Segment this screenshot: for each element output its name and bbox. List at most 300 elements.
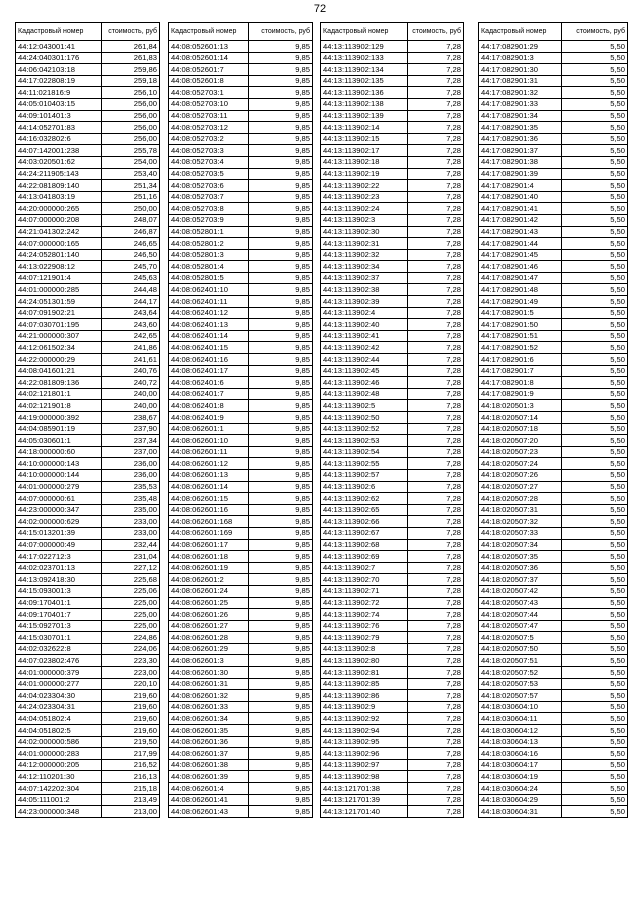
table-row: [479, 759, 628, 771]
table-row: [169, 319, 313, 331]
cadastral-number-cell: 44:17:082901:45: [479, 249, 562, 261]
cadastral-number-cell: 44:13:113902:71: [321, 585, 408, 597]
cadastral-number-cell: 44:13:113902:41: [321, 330, 408, 342]
table-row: [169, 342, 313, 354]
cost-cell: 5,50: [562, 794, 628, 806]
cost-cell: 7,28: [408, 156, 464, 168]
table-row: [16, 110, 160, 122]
cadastral-number-cell: 44:13:113902:6: [321, 481, 408, 493]
table-row: [16, 261, 160, 273]
cost-cell: 7,28: [408, 678, 464, 690]
table-row: [479, 284, 628, 296]
cadastral-number-cell: 44:07:142001:238: [16, 145, 102, 157]
table-row: [169, 156, 313, 168]
cadastral-number-cell: 44:08:062601:34: [169, 713, 249, 725]
table-row: [479, 412, 628, 424]
cost-cell: 5,50: [562, 783, 628, 795]
table-row: [169, 110, 313, 122]
cadastral-number-cell: 44:17:082901:31: [479, 75, 562, 87]
cost-cell: 237,90: [102, 423, 160, 435]
table-row: [321, 794, 464, 806]
table-row: [169, 736, 313, 748]
cadastral-number-cell: 44:18:020507:31: [479, 504, 562, 516]
cadastral-number-cell: 44:06:042103:18: [16, 64, 102, 76]
cost-cell: 7,28: [408, 469, 464, 481]
table-row: [479, 667, 628, 679]
cadastral-number-cell: 44:13:121701:38: [321, 783, 408, 795]
cost-cell: 5,50: [562, 713, 628, 725]
table-row: [321, 759, 464, 771]
table-row: [169, 574, 313, 586]
table-row: [169, 562, 313, 574]
cost-cell: 9,85: [249, 423, 313, 435]
cadastral-number-cell: 44:13:113902:136: [321, 87, 408, 99]
cost-cell: 225,00: [102, 597, 160, 609]
table-row: [321, 504, 464, 516]
table-row: [321, 458, 464, 470]
cadastral-number-cell: 44:08:062401:17: [169, 365, 249, 377]
cost-cell: 244,48: [102, 284, 160, 296]
table-row: [16, 725, 160, 737]
cadastral-number-cell: 44:08:062401:7: [169, 388, 249, 400]
table-row: [479, 632, 628, 644]
cadastral-number-cell: 44:13:113902:66: [321, 516, 408, 528]
cadastral-number-cell: 44:08:062601:16: [169, 504, 249, 516]
cadastral-number-cell: 44:08:052801:2: [169, 238, 249, 250]
cadastral-number-cell: 44:13:113902:5: [321, 400, 408, 412]
table-row: [169, 214, 313, 226]
cost-cell: 5,50: [562, 701, 628, 713]
table-row: [16, 122, 160, 134]
table-row: [321, 678, 464, 690]
cadastral-number-cell: 44:24:052801:140: [16, 249, 102, 261]
cadastral-number-cell: 44:13:113902:19: [321, 168, 408, 180]
cost-cell: 261,83: [102, 52, 160, 64]
cost-cell: 213,49: [102, 794, 160, 806]
table-row: [16, 377, 160, 389]
cadastral-number-cell: 44:08:052801:4: [169, 261, 249, 273]
cost-cell: 7,28: [408, 191, 464, 203]
cadastral-number-cell: 44:13:041803:19: [16, 191, 102, 203]
cost-cell: 5,50: [562, 539, 628, 551]
table-row: [16, 597, 160, 609]
table-row: [479, 307, 628, 319]
cost-cell: 9,85: [249, 400, 313, 412]
cadastral-number-cell: 44:07:091902:21: [16, 307, 102, 319]
cadastral-number-cell: 44:13:113902:65: [321, 504, 408, 516]
cadastral-number-cell: 44:17:082901:4: [479, 180, 562, 192]
cadastral-number-cell: 44:04:051802:4: [16, 713, 102, 725]
table-row: [479, 41, 628, 53]
cost-cell: 5,50: [562, 493, 628, 505]
cadastral-number-cell: 44:17:082901:9: [479, 388, 562, 400]
cost-cell: 240,76: [102, 365, 160, 377]
cost-cell: 9,85: [249, 133, 313, 145]
cost-cell: 9,85: [249, 713, 313, 725]
cadastral-number-cell: 44:18:030604:29: [479, 794, 562, 806]
cost-cell: 7,28: [408, 145, 464, 157]
cadastral-number-cell: 44:08:041601:21: [16, 365, 102, 377]
cost-cell: 9,85: [249, 667, 313, 679]
cost-cell: 7,28: [408, 284, 464, 296]
cadastral-number-cell: 44:13:113902:70: [321, 574, 408, 586]
cadastral-number-cell: 44:08:062601:11: [169, 446, 249, 458]
table-row: [479, 713, 628, 725]
cost-cell: 9,85: [249, 585, 313, 597]
table-row: [479, 736, 628, 748]
table-row: [321, 377, 464, 389]
cost-cell: 7,28: [408, 214, 464, 226]
cost-cell: 9,85: [249, 156, 313, 168]
table-row: [16, 156, 160, 168]
cost-cell: 238,67: [102, 412, 160, 424]
header-cadastral-number: Кадастровый номер: [479, 23, 562, 41]
cost-cell: 5,50: [562, 98, 628, 110]
table-row: [321, 226, 464, 238]
cost-cell: 9,85: [249, 307, 313, 319]
cost-cell: 7,28: [408, 412, 464, 424]
table-row: [321, 620, 464, 632]
cost-cell: 5,50: [562, 377, 628, 389]
cost-cell: 7,28: [408, 110, 464, 122]
table-row: [479, 597, 628, 609]
cadastral-number-cell: 44:08:052703:1: [169, 87, 249, 99]
cadastral-number-cell: 44:08:062601:36: [169, 736, 249, 748]
table-row: [479, 678, 628, 690]
cadastral-number-cell: 44:08:062401:12: [169, 307, 249, 319]
table-header: [479, 23, 628, 41]
table-row: [169, 330, 313, 342]
cost-cell: 9,85: [249, 249, 313, 261]
cost-cell: 7,28: [408, 748, 464, 760]
cadastral-number-cell: 44:13:113902:135: [321, 75, 408, 87]
cost-cell: 243,60: [102, 319, 160, 331]
cost-cell: 5,50: [562, 736, 628, 748]
cadastral-number-cell: 44:18:030604:16: [479, 748, 562, 760]
cadastral-number-cell: 44:18:020507:26: [479, 469, 562, 481]
cadastral-number-cell: 44:15:092701:3: [16, 620, 102, 632]
cost-cell: 7,28: [408, 713, 464, 725]
table-row: [16, 504, 160, 516]
cost-cell: 9,85: [249, 806, 313, 818]
cost-cell: 7,28: [408, 493, 464, 505]
cadastral-number-cell: 44:04:051802:5: [16, 725, 102, 737]
cadastral-table: [478, 22, 628, 818]
cadastral-number-cell: 44:18:020507:32: [479, 516, 562, 528]
cost-cell: 5,50: [562, 168, 628, 180]
table-row: [169, 133, 313, 145]
cadastral-number-cell: 44:08:062401:6: [169, 377, 249, 389]
table-row: [16, 191, 160, 203]
cost-cell: 5,50: [562, 597, 628, 609]
table-row: [169, 446, 313, 458]
cadastral-number-cell: 44:08:062601:13: [169, 469, 249, 481]
cadastral-number-cell: 44:18:020507:20: [479, 435, 562, 447]
table-row: [321, 771, 464, 783]
cost-cell: 9,85: [249, 87, 313, 99]
table-row: [321, 412, 464, 424]
cost-cell: 7,28: [408, 435, 464, 447]
table-row: [479, 609, 628, 621]
cost-cell: 223,00: [102, 667, 160, 679]
table-row: [479, 806, 628, 818]
cadastral-number-cell: 44:22:081809:136: [16, 377, 102, 389]
cadastral-number-cell: 44:09:170401:1: [16, 597, 102, 609]
cost-cell: 246,50: [102, 249, 160, 261]
cadastral-number-cell: 44:17:082901:44: [479, 238, 562, 250]
cadastral-number-cell: 44:22:081809:140: [16, 180, 102, 192]
table-row: [321, 296, 464, 308]
cost-cell: 7,28: [408, 423, 464, 435]
table-row: [321, 41, 464, 53]
cadastral-number-cell: 44:17:022712:3: [16, 551, 102, 563]
cadastral-number-cell: 44:12:110201:30: [16, 771, 102, 783]
cost-cell: 9,85: [249, 388, 313, 400]
cadastral-number-cell: 44:18:020507:42: [479, 585, 562, 597]
cadastral-number-cell: 44:08:052801:1: [169, 226, 249, 238]
table-row: [321, 145, 464, 157]
table-row: [479, 539, 628, 551]
cadastral-number-cell: 44:17:082901:30: [479, 64, 562, 76]
cadastral-number-cell: 44:18:020507:33: [479, 527, 562, 539]
table-row: [169, 806, 313, 818]
cost-cell: 9,85: [249, 481, 313, 493]
cost-cell: 9,85: [249, 52, 313, 64]
cadastral-number-cell: 44:21:000000:307: [16, 330, 102, 342]
table-row: [321, 168, 464, 180]
cadastral-table: [168, 22, 313, 818]
cadastral-number-cell: 44:13:113902:40: [321, 319, 408, 331]
cadastral-number-cell: 44:08:052703:10: [169, 98, 249, 110]
cost-cell: 215,18: [102, 783, 160, 795]
cadastral-number-cell: 44:08:062601:24: [169, 585, 249, 597]
cost-cell: 9,85: [249, 203, 313, 215]
cadastral-number-cell: 44:17:022808:19: [16, 75, 102, 87]
cost-cell: 227,12: [102, 562, 160, 574]
cadastral-number-cell: 44:17:082901:41: [479, 203, 562, 215]
table-row: [169, 643, 313, 655]
cadastral-number-cell: 44:13:113902:129: [321, 41, 408, 53]
table-row: [321, 249, 464, 261]
cadastral-number-cell: 44:17:082901:32: [479, 87, 562, 99]
cadastral-number-cell: 44:08:062601:4: [169, 783, 249, 795]
cadastral-number-cell: 44:08:062601:29: [169, 643, 249, 655]
table-row: [321, 435, 464, 447]
cadastral-number-cell: 44:18:020507:47: [479, 620, 562, 632]
cost-cell: 9,85: [249, 446, 313, 458]
cost-cell: 256,00: [102, 110, 160, 122]
cadastral-number-cell: 44:13:113902:9: [321, 701, 408, 713]
table-row: [479, 458, 628, 470]
header-cost: стоимость, руб: [249, 23, 313, 41]
cadastral-number-cell: 44:17:082901:29: [479, 41, 562, 53]
cost-cell: 5,50: [562, 609, 628, 621]
cost-cell: 240,72: [102, 377, 160, 389]
cost-cell: 5,50: [562, 446, 628, 458]
table-row: [479, 435, 628, 447]
table-row: [321, 400, 464, 412]
table-row: [169, 180, 313, 192]
cost-cell: 219,60: [102, 725, 160, 737]
cost-cell: 9,85: [249, 574, 313, 586]
cadastral-number-cell: 44:13:113902:15: [321, 133, 408, 145]
table-row: [169, 400, 313, 412]
cost-cell: 9,85: [249, 238, 313, 250]
cost-cell: 5,50: [562, 319, 628, 331]
cadastral-number-cell: 44:08:062401:9: [169, 412, 249, 424]
cadastral-number-cell: 44:11:021816:9: [16, 87, 102, 99]
cadastral-number-cell: 44:08:062601:32: [169, 690, 249, 702]
table-row: [16, 783, 160, 795]
header-cadastral-number: Кадастровый номер: [16, 23, 102, 41]
cadastral-number-cell: 44:08:052703:12: [169, 122, 249, 134]
cost-cell: 219,60: [102, 690, 160, 702]
table-row: [16, 458, 160, 470]
cost-cell: 220,10: [102, 678, 160, 690]
cadastral-number-cell: 44:13:113902:23: [321, 191, 408, 203]
cost-cell: 9,85: [249, 597, 313, 609]
table-row: [479, 377, 628, 389]
table-row: [479, 238, 628, 250]
table-row: [321, 516, 464, 528]
table-row: [16, 469, 160, 481]
cost-cell: 219,60: [102, 713, 160, 725]
table-row: [321, 238, 464, 250]
cadastral-number-cell: 44:08:062401:13: [169, 319, 249, 331]
table-row: [169, 307, 313, 319]
cadastral-number-cell: 44:18:030604:17: [479, 759, 562, 771]
cadastral-number-cell: 44:13:113902:17: [321, 145, 408, 157]
cadastral-number-cell: 44:18:030604:24: [479, 783, 562, 795]
cost-cell: 224,86: [102, 632, 160, 644]
table-row: [169, 713, 313, 725]
table-row: [169, 771, 313, 783]
cost-cell: 5,50: [562, 226, 628, 238]
cadastral-number-cell: 44:08:062601:168: [169, 516, 249, 528]
cost-cell: 7,28: [408, 667, 464, 679]
cadastral-number-cell: 44:01:000000:379: [16, 667, 102, 679]
cost-cell: 9,85: [249, 783, 313, 795]
header-cost: стоимость, руб: [102, 23, 160, 41]
table-row: [169, 354, 313, 366]
cadastral-number-cell: 44:20:000000:265: [16, 203, 102, 215]
cadastral-number-cell: 44:14:052701:83: [16, 122, 102, 134]
cadastral-number-cell: 44:13:113902:39: [321, 296, 408, 308]
cadastral-number-cell: 44:13:113902:62: [321, 493, 408, 505]
table-row: [479, 620, 628, 632]
table-row: [16, 585, 160, 597]
cadastral-number-cell: 44:08:062601:12: [169, 458, 249, 470]
table-row: [479, 516, 628, 528]
table-row: [169, 377, 313, 389]
cost-cell: 7,28: [408, 319, 464, 331]
cadastral-number-cell: 44:13:113902:96: [321, 748, 408, 760]
cost-cell: 7,28: [408, 52, 464, 64]
table-row: [16, 168, 160, 180]
table-row: [16, 354, 160, 366]
cost-cell: 5,50: [562, 133, 628, 145]
table-row: [479, 296, 628, 308]
cost-cell: 5,50: [562, 249, 628, 261]
cost-cell: 9,85: [249, 725, 313, 737]
table-header: [169, 23, 313, 41]
cadastral-number-cell: 44:09:101401:3: [16, 110, 102, 122]
cost-cell: 7,28: [408, 504, 464, 516]
cadastral-number-cell: 44:08:062601:43: [169, 806, 249, 818]
table-row: [479, 110, 628, 122]
cost-cell: 9,85: [249, 226, 313, 238]
cost-cell: 9,85: [249, 562, 313, 574]
cost-cell: 5,50: [562, 214, 628, 226]
cost-cell: 7,28: [408, 632, 464, 644]
cost-cell: 5,50: [562, 87, 628, 99]
cadastral-number-cell: 44:13:113902:42: [321, 342, 408, 354]
cadastral-number-cell: 44:13:113902:52: [321, 423, 408, 435]
table-row: [16, 632, 160, 644]
cadastral-number-cell: 44:13:121701:40: [321, 806, 408, 818]
table-row: [16, 690, 160, 702]
table-row: [16, 388, 160, 400]
header-cost: стоимость, руб: [408, 23, 464, 41]
table-row: [16, 527, 160, 539]
cost-cell: 7,28: [408, 122, 464, 134]
cadastral-number-cell: 44:08:052703:5: [169, 168, 249, 180]
table-row: [321, 354, 464, 366]
cost-cell: 235,48: [102, 493, 160, 505]
cadastral-number-cell: 44:01:000000:285: [16, 284, 102, 296]
table-row: [169, 469, 313, 481]
cadastral-number-cell: 44:24:211905:143: [16, 168, 102, 180]
cost-cell: 9,85: [249, 655, 313, 667]
cost-cell: 7,28: [408, 249, 464, 261]
cadastral-number-cell: 44:13:113902:44: [321, 354, 408, 366]
cadastral-number-cell: 44:17:082901:40: [479, 191, 562, 203]
table-row: [16, 620, 160, 632]
cost-cell: 5,50: [562, 238, 628, 250]
cost-cell: 5,50: [562, 562, 628, 574]
table-row: [16, 493, 160, 505]
cost-cell: 9,85: [249, 469, 313, 481]
cost-cell: 7,28: [408, 400, 464, 412]
cost-cell: 9,85: [249, 435, 313, 447]
table-row: [321, 191, 464, 203]
table-row: [16, 238, 160, 250]
table-row: [479, 527, 628, 539]
cadastral-number-cell: 44:18:020507:50: [479, 643, 562, 655]
cost-cell: 5,50: [562, 748, 628, 760]
table-row: [169, 249, 313, 261]
table-row: [16, 365, 160, 377]
cost-cell: 5,50: [562, 203, 628, 215]
table-row: [321, 423, 464, 435]
cost-cell: 7,28: [408, 168, 464, 180]
cadastral-number-cell: 44:18:020507:27: [479, 481, 562, 493]
cost-cell: 7,28: [408, 41, 464, 53]
cost-cell: 237,34: [102, 435, 160, 447]
cadastral-number-cell: 44:05:111001:2: [16, 794, 102, 806]
cadastral-number-cell: 44:17:082901:43: [479, 226, 562, 238]
table-row: [479, 643, 628, 655]
cadastral-number-cell: 44:08:052703:9: [169, 214, 249, 226]
cost-cell: 251,34: [102, 180, 160, 192]
cost-cell: 7,28: [408, 98, 464, 110]
cadastral-number-cell: 44:08:052703:8: [169, 203, 249, 215]
cost-cell: 217,99: [102, 748, 160, 760]
cadastral-number-cell: 44:21:041302:242: [16, 226, 102, 238]
cadastral-number-cell: 44:17:082901:52: [479, 342, 562, 354]
table-row: [169, 296, 313, 308]
cost-cell: 7,28: [408, 261, 464, 273]
